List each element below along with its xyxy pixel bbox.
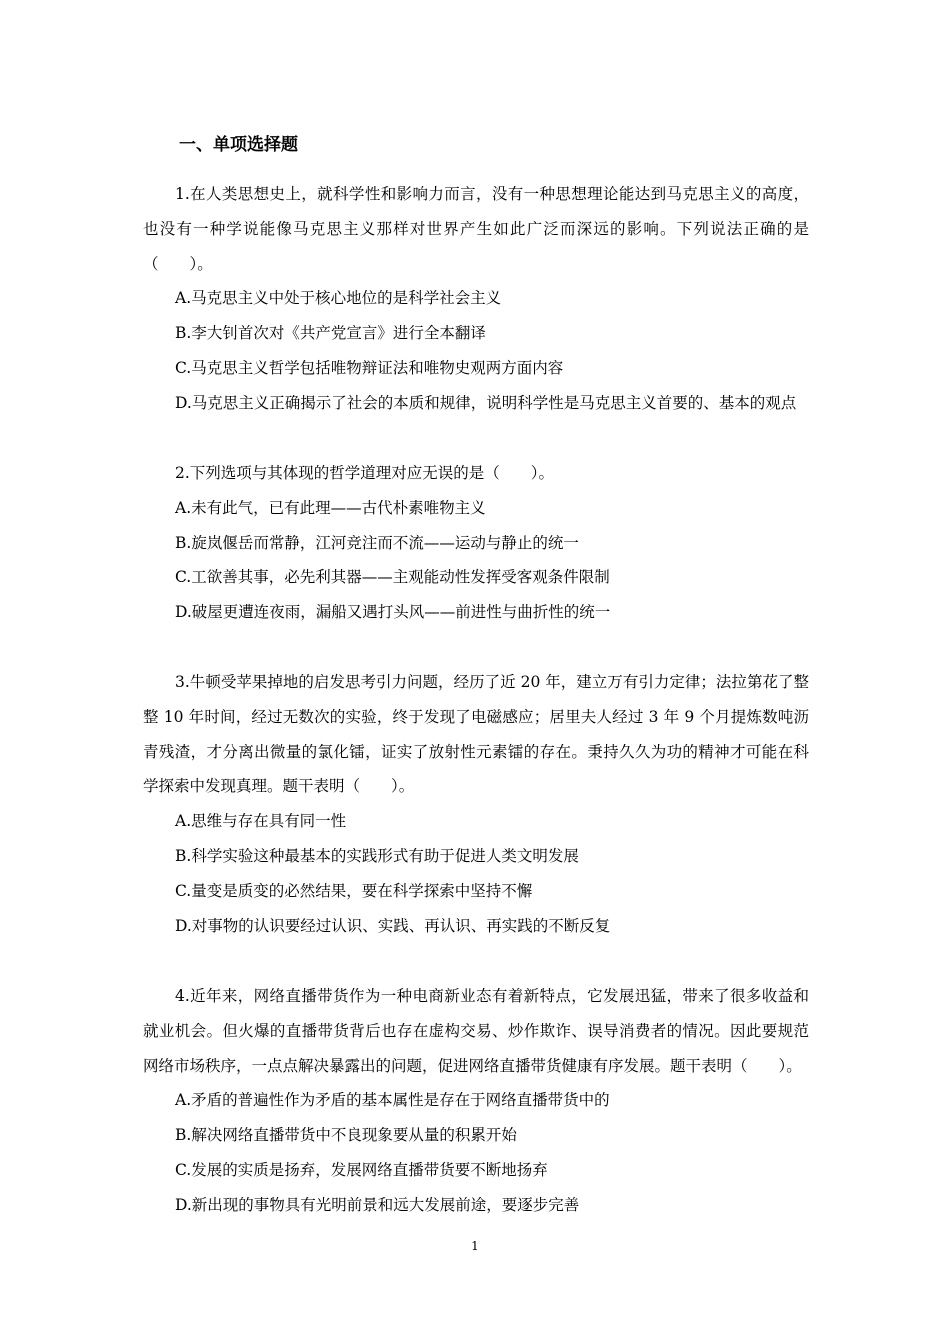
- option-c: C.马克思主义哲学包括唯物辩证法和唯物史观两方面内容: [175, 358, 564, 377]
- option-d: D.新出现的事物具有光明前景和远大发展前途，要逐步完善: [175, 1195, 580, 1214]
- option-c: C.量变是质变的必然结果，要在科学探索中坚持不懈: [175, 881, 533, 900]
- option-b: B.旋岚偃岳而常静，江河竞注而不流——运动与静止的统一: [175, 533, 579, 552]
- option-c: C.发展的实质是扬弃，发展网络直播带货要不断地扬弃: [175, 1160, 548, 1179]
- option-b: B.李大钊首次对《共产党宣言》进行全本翻译: [175, 324, 486, 343]
- option-a: A.马克思主义中处于核心地位的是科学社会主义: [175, 289, 502, 308]
- section-title: 一、单项选择题: [179, 135, 298, 155]
- question-3: [143, 665, 809, 943]
- option-a: A.矛盾的普遍性作为矛盾的基本属性是存在于网络直播带货中的: [175, 1091, 610, 1110]
- option-a: A.未有此气，已有此理——古代朴素唯物主义: [175, 498, 486, 517]
- question-stem: 1.在人类思想史上，就科学性和影响力而言，没有一种思想理论能达到马克思主义的高度，也没有一种学说能像马克思主义那样对世界产生如此广泛而深远的影响。下列说法正确的是（ ）。: [143, 185, 809, 273]
- option-b: B.科学实验这种最基本的实践形式有助于促进人类文明发展: [175, 846, 579, 865]
- question-stem: 4.近年来，网络直播带货作为一种电商新业态有着新特点，它发展迅猛，带来了很多收益和就业机会。但火爆的直播带货背后也存在虚构交易、炒作欺诈、误导消费者的情况。因此要规范网络市场秩序，一点点解决暴露出的问题，促进网络直播带货健康有序发展。题干表明（ ）。: [143, 987, 809, 1075]
- option-d: D.破屋更遭连夜雨，漏船又遇打头风——前进性与曲折性的统一: [175, 603, 611, 622]
- question-stem: 3.牛顿受苹果掉地的启发思考引力问题，经历了近 20 年，建立万有引力定律；法拉第花了整整 10 年时间，经过无数次的实验，终于发现了电磁感应；居里夫人经过 3 年 9 个月提炼数吨沥青残渣，才分离出微量的氯化镭，证实了放射性元素镭的存在。秉持久久为功的精神才可能在科学探索中发现真理。题干表明（ ）。: [143, 673, 809, 796]
- question-2: [143, 456, 809, 630]
- question-stem: 2.下列选项与其体现的哲学道理对应无误的是（ ）。: [175, 464, 555, 482]
- option-d: D.马克思主义正确揭示了社会的本质和规律，说明科学性是马克思主义首要的、基本的观点: [175, 393, 797, 412]
- option-b: B.解决网络直播带货中不良现象要从量的积累开始: [175, 1126, 517, 1145]
- option-c: C.工欲善其事，必先利其器——主观能动性发挥受客观条件限制: [175, 568, 610, 587]
- option-a: A.思维与存在具有同一性: [175, 812, 347, 831]
- question-1: [143, 177, 809, 421]
- option-d: D.对事物的认识要经过认识、实践、再认识、再实践的不断反复: [175, 916, 611, 935]
- question-4: [143, 979, 809, 1223]
- page-number: 1: [471, 1239, 479, 1253]
